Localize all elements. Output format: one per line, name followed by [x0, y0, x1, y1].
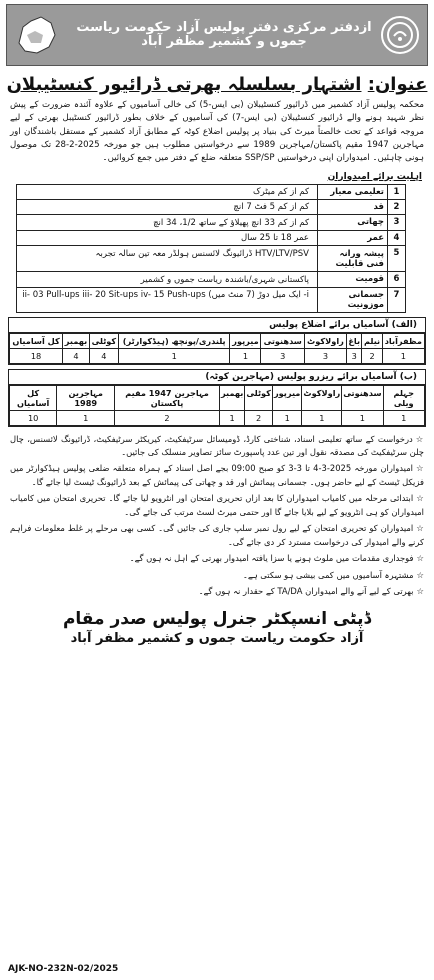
reference-number: AJK-NO-232N-02/2025	[8, 964, 119, 974]
eligibility-value: HTV/LTV/PSV ڈرائیونگ لائسنس ہولڈر معہ تین سالہ تجربہ	[17, 245, 318, 271]
kashmir-map-icon	[13, 13, 61, 57]
signature-title: ڈپٹی انسپکٹر جنرل پولیس صدر مقام	[62, 609, 372, 630]
table-a-header: سدھنوتی	[261, 333, 305, 348]
title-text: اشتہار بسلسلہ بھرتی ڈرائیور کنسٹیبلان	[6, 74, 362, 95]
eligibility-label: جسمانی موزونیت	[318, 287, 388, 312]
table-b-cell: 2	[115, 410, 220, 425]
star-icon: ☆	[415, 433, 424, 444]
eligibility-label: تعلیمی معیار	[318, 184, 388, 199]
note-item	[10, 585, 424, 598]
eligibility-label: قد	[318, 199, 388, 214]
table-b-heading: (ب) آسامیاں برائے ریزرو پولیس (مہاجرین کوٹہ)	[9, 370, 425, 385]
note-text: امیدواران مورخہ 2025-3-4 تا 3-3 کو صبح 09:00 بجے اصل اسناد کے ہمراہ متعلقہ ضلعی پولیس ہیڈکوارٹر میں فزیکل ٹیسٹ کے لیے حاضر ہوں۔ جسمانی پیمائش اور قد و چھاتی کی پیمائش کے بعد ڈرائیونگ ٹیسٹ لیا جائے گا۔	[10, 463, 424, 487]
eligibility-heading: اہلیت برائے امیدواران	[327, 171, 422, 182]
table-a-cell: 1	[382, 348, 424, 363]
table-b-cell: 1	[272, 410, 301, 425]
eligibility-num: 6	[388, 271, 406, 287]
notes-section	[6, 431, 428, 604]
title-prefix: عنوان:	[367, 74, 428, 95]
table-a-header: پلندری/پونچھ (ہیڈکوارٹر)	[118, 333, 230, 348]
eligibility-value: عمر 18 تا 25 سال	[17, 230, 318, 245]
eligibility-value: پاکستانی شہری/باشندہ ریاست جموں و کشمیر	[17, 271, 318, 287]
table-a-header: کوٹلی	[89, 333, 118, 348]
note-text: درخواست کے ساتھ تعلیمی اسناد، شناختی کارڈ، ڈومیسائل سرٹیفکیٹ، کیریکٹر سرٹیفکیٹ، ڈرائیونگ لائسنس، چال چلن سرٹیفکیٹ کی مصدقہ نقول اور تین عدد پاسپورٹ سائز تصاویر منسلک کی جائیں۔	[10, 433, 424, 457]
table-b-cell: 1	[342, 410, 383, 425]
eligibility-label: عمر	[318, 230, 388, 245]
table-b-cell: 10	[10, 410, 57, 425]
table-a-header: بھمبر	[63, 333, 90, 348]
eligibility-label: چھاتی	[318, 214, 388, 230]
table-b	[9, 385, 425, 426]
table-a-cell: 4	[89, 348, 118, 363]
star-icon: ☆	[416, 463, 424, 474]
eligibility-label: قومیت	[318, 271, 388, 287]
eligibility-num: 7	[388, 287, 406, 312]
header-banner	[6, 4, 428, 66]
note-item	[10, 433, 424, 460]
eligibility-value: کم از کم میٹرک	[17, 184, 318, 199]
table-a-cell: 1	[118, 348, 230, 363]
signature-block	[6, 609, 428, 646]
intro-paragraph: محکمہ پولیس آزاد کشمیر میں ڈرائیور کنسٹیبلان (بی ایس-5) کی خالی آسامیوں کے علاوہ آئندہ ضرورت کے پیش نظر شہید ہونے والے ڈرائیور کنسٹیبلان (بی ایس-7) کی آسامیوں کے خلاف بطور ڈرائیور کنسٹیبل بھرتی کے لیے مروجہ قواعد کے تحت خالصتاً میرٹ کی بنیاد پر پولیس اضلاع کوٹہ کے مطابق آزاد کشمیر کے مستقل باشندگان اور مہاجرین 1947 مقیم پاکستان/مہاجرین 1989 سے درخواستیں مطلوب ہیں جو مورخہ 2025-2-28 تک موصول ہونی چاہئیں۔ امیدواران اپنی درخواستیں SSP/SP متعلقہ ضلع کے دفتر میں جمع کروائیں۔	[10, 100, 424, 164]
table-b-cell: 1	[302, 410, 342, 425]
eligibility-row	[17, 287, 406, 312]
table-a-box	[8, 317, 426, 365]
eligibility-num: 2	[388, 199, 406, 214]
eligibility-row	[17, 245, 406, 271]
table-a-cell: 3	[304, 348, 346, 363]
eligibility-num: 3	[388, 214, 406, 230]
note-item	[10, 492, 424, 519]
table-b-header: مہاجرین 1989	[57, 385, 115, 410]
table-b-cell: 1	[57, 410, 115, 425]
table-a-cell: 18	[10, 348, 63, 363]
note-text: بھرتی کے لیے آنے والے امیدواران TA/DA کے حقدار نہ ہوں گے۔	[198, 585, 414, 596]
eligibility-value: کم از کم 33 انچ پھیلاؤ کے ساتھ 1/2، 34 انچ	[17, 214, 318, 230]
note-item	[10, 569, 424, 582]
table-a-cell: 1	[230, 348, 261, 363]
table-b-header: میرپور	[272, 385, 301, 410]
table-a-header: مظفرآباد	[382, 333, 424, 348]
table-b-header: کل آسامیاں	[10, 385, 57, 410]
eligibility-num: 5	[388, 245, 406, 271]
table-a-heading: (الف) آسامیاں برائے اضلاع پولیس	[9, 318, 425, 333]
table-b-header: مہاجرین 1947 مقیم پاکستان	[115, 385, 220, 410]
eligibility-num: 1	[388, 184, 406, 199]
table-b-header: راولاکوٹ	[302, 385, 342, 410]
table-b-cell: 1	[383, 410, 424, 425]
table-a-header: میرپور	[230, 333, 261, 348]
table-b-header: جہلم ویلی	[383, 385, 424, 410]
table-a-cell: 3	[346, 348, 362, 363]
note-item	[10, 522, 424, 549]
eligibility-row	[17, 184, 406, 199]
note-text: امیدواران کو تحریری امتحان کے لیے رول نمبر سلپ جاری کی جائیں گی۔ کسی بھی مرحلے پر غلط معلومات فراہم کرنے والے امیدوار کی درخواست مسترد کر دی جائے گی۔	[10, 523, 424, 547]
note-text: فوجداری مقدمات میں ملوث ہونے یا سزا یافتہ امیدوار بھرتی کے اہل نہ ہوں گے۔	[129, 553, 414, 564]
note-item	[10, 552, 424, 565]
star-icon: ☆	[416, 585, 424, 596]
table-a-header: راولاکوٹ	[304, 333, 346, 348]
table-b-header: کوٹلی	[245, 385, 273, 410]
note-text: مشتہرہ آسامیوں میں کمی بیشی ہو سکتی ہے۔	[242, 569, 414, 580]
eligibility-num: 4	[388, 230, 406, 245]
eligibility-row	[17, 271, 406, 287]
table-a	[9, 333, 425, 364]
table-a-cell: 2	[362, 348, 382, 363]
star-icon: ☆	[416, 553, 424, 564]
eligibility-value: i- ایک میل دوڑ (7 منٹ میں) ii- 03 Pull-ups iii- 20 Sit-ups iv- 15 Push-ups	[17, 287, 318, 312]
table-a-cell: 4	[63, 348, 90, 363]
police-emblem-icon	[381, 16, 419, 54]
eligibility-value: کم از کم 5 فٹ 7 انچ	[17, 199, 318, 214]
note-text: ابتدائی مرحلہ میں کامیاب امیدواران کا بعد ازاں تحریری امتحان اور انٹرویو لیا جائے گا۔ تحریری امتحان میں کامیاب امیدواران کو ہی انٹرویو کے لیے بلایا جائے گا اور حتمی میرٹ لسٹ مرتب کی جائے گی۔	[10, 493, 424, 517]
table-a-header: کل آسامیاں	[10, 333, 63, 348]
table-b-cell: 1	[219, 410, 244, 425]
table-b-header: بھمبر	[219, 385, 244, 410]
signature-office: آزاد حکومت ریاست جموں و کشمیر مظفر آباد	[70, 631, 364, 647]
eligibility-row	[17, 214, 406, 230]
eligibility-table	[16, 184, 406, 313]
note-item	[10, 462, 424, 489]
office-line: ازدفتر مرکزی دفتر پولیس آزاد حکومت ریاست جموں و کشمیر مظفر آباد	[76, 19, 372, 49]
eligibility-label: پیشہ ورانہ فنی قابلیت	[318, 245, 388, 271]
eligibility-row	[17, 199, 406, 214]
star-icon: ☆	[416, 569, 424, 580]
table-b-cell: 2	[245, 410, 273, 425]
table-a-header: باغ	[346, 333, 362, 348]
table-a-header: نیلم	[362, 333, 382, 348]
table-b-header: سدھنوتی	[342, 385, 383, 410]
eligibility-row	[17, 230, 406, 245]
star-icon: ☆	[416, 523, 425, 534]
table-b-box	[8, 369, 426, 427]
star-icon: ☆	[416, 493, 425, 504]
ad-title	[6, 74, 428, 95]
table-a-cell: 3	[261, 348, 305, 363]
